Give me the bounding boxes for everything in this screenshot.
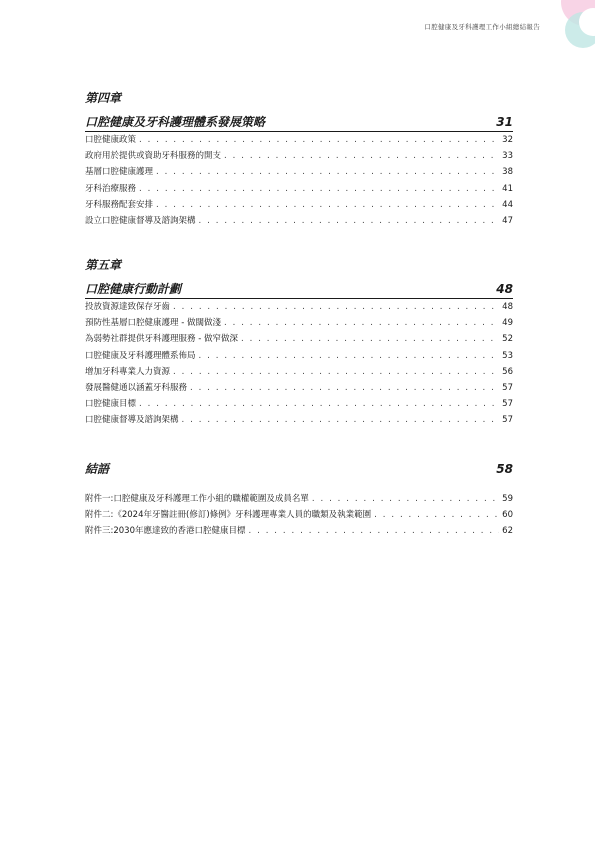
- toc-chapter-5: [85, 257, 513, 429]
- toc-entry-page: 38: [502, 167, 513, 178]
- dot-leader: [374, 507, 499, 523]
- toc-entry[interactable]: [85, 315, 513, 331]
- dot-leader: [139, 132, 499, 148]
- toc-entry[interactable]: [85, 331, 513, 347]
- dot-leader: [156, 164, 499, 180]
- toc-entry-page: 59: [502, 494, 513, 504]
- toc-entry-page: 47: [502, 215, 513, 226]
- dot-leader: [182, 412, 500, 428]
- toc-entry-appendix[interactable]: [85, 523, 513, 539]
- chapter-title: 口腔健康行動計劃: [85, 282, 182, 296]
- toc-entry-page: 56: [502, 366, 513, 377]
- toc-entry[interactable]: [85, 148, 513, 164]
- toc-entry[interactable]: [85, 164, 513, 180]
- toc-entry-label: 口腔健康目標: [85, 399, 137, 410]
- toc-chapter-4: [85, 90, 513, 229]
- toc-entry-label: 增加牙科專業人力資源: [85, 366, 171, 377]
- toc-entry-page: 57: [502, 399, 513, 410]
- conclusion-title: 結語: [85, 462, 110, 476]
- toc-entry[interactable]: [85, 197, 513, 213]
- toc-entry-label: 附件三:2030年應達致的香港口腔健康目標: [85, 526, 246, 537]
- toc-entry[interactable]: [85, 380, 513, 396]
- dot-leader: [199, 213, 500, 229]
- toc-entry-page: 62: [502, 526, 513, 537]
- dot-leader: [312, 491, 499, 507]
- toc-entry-page: 32: [502, 135, 513, 145]
- toc-entry-appendix[interactable]: [85, 491, 513, 507]
- dot-leader: [139, 181, 499, 197]
- dot-leader: [173, 364, 499, 380]
- toc-entry-label: 口腔健康政策: [85, 135, 137, 145]
- chapter-title: 口腔健康及牙科護理體系發展策略: [85, 115, 266, 129]
- dot-leader: [224, 148, 499, 164]
- conclusion-row[interactable]: [85, 461, 513, 478]
- running-header: 口腔健康及牙科護理工作小組總結報告: [424, 23, 540, 31]
- conclusion-page: 58: [496, 462, 513, 476]
- toc-entry-label: 牙科治療服務: [85, 183, 137, 194]
- toc-entry-page: 44: [502, 199, 513, 210]
- toc-entry[interactable]: [85, 213, 513, 229]
- toc-entry-appendix[interactable]: [85, 507, 513, 523]
- toc-conclusion: [85, 461, 513, 540]
- dot-leader: [173, 299, 499, 315]
- toc-entry-page: 60: [502, 510, 513, 521]
- chapter-title-row[interactable]: [85, 114, 513, 132]
- toc-entry[interactable]: [85, 132, 513, 148]
- dot-leader: [156, 197, 499, 213]
- toc-entry-page: 52: [502, 334, 513, 345]
- chapter-label: 第五章: [85, 258, 122, 272]
- chapter-title-row[interactable]: [85, 281, 513, 299]
- toc-entry-page: 49: [502, 318, 513, 329]
- toc-entry-label: 政府用於提供或資助牙科服務的開支: [85, 151, 222, 162]
- toc-entry[interactable]: [85, 299, 513, 315]
- toc-entry-label: 發展醫健通以涵蓋牙科服務: [85, 382, 188, 393]
- dot-leader: [190, 380, 499, 396]
- toc-entry-label: 牙科服務配套安排: [85, 199, 154, 210]
- dot-leader: [241, 331, 499, 347]
- toc-entry[interactable]: [85, 181, 513, 197]
- toc-entry-label: 設立口腔健康督導及諮詢架構: [85, 215, 196, 226]
- toc-entry-page: 53: [502, 350, 513, 361]
- toc-entry-page: 57: [502, 415, 513, 426]
- toc-entry-page: 33: [502, 151, 513, 162]
- toc-entry[interactable]: [85, 412, 513, 428]
- toc-entry-page: 48: [502, 302, 513, 312]
- toc-entry[interactable]: [85, 364, 513, 380]
- dot-leader: [249, 523, 500, 539]
- chapter-label: 第四章: [85, 91, 122, 105]
- dot-leader: [139, 396, 499, 412]
- toc-entry-label: 為弱勢社群提供牙科護理服務 - 做窄做深: [85, 334, 238, 345]
- toc-entry-label: 預防性基層口腔健康護理 - 做闊做淺: [85, 318, 221, 329]
- toc-entry-label: 投放資源達致保存牙齒: [85, 302, 171, 312]
- toc-entry[interactable]: [85, 348, 513, 364]
- toc-entry-label: 附件一:口腔健康及牙科護理工作小組的職權範圍及成員名單: [85, 494, 309, 504]
- toc-entry-label: 基層口腔健康護理: [85, 167, 154, 178]
- dot-leader: [224, 315, 499, 331]
- toc-entry[interactable]: [85, 396, 513, 412]
- toc-entry-label: 附件二:《2024年牙醫註冊(修訂)條例》牙科護理專業人員的職類及執業範圍: [85, 510, 372, 521]
- toc-entry-label: 口腔健康及牙科護理體系佈局: [85, 350, 196, 361]
- toc-entry-page: 57: [502, 382, 513, 393]
- dot-leader: [199, 348, 500, 364]
- chapter-page: 48: [496, 282, 513, 296]
- chapter-page: 31: [496, 115, 513, 129]
- toc-entry-label: 口腔健康督導及諮詢架構: [85, 415, 179, 426]
- toc-entry-page: 41: [502, 183, 513, 194]
